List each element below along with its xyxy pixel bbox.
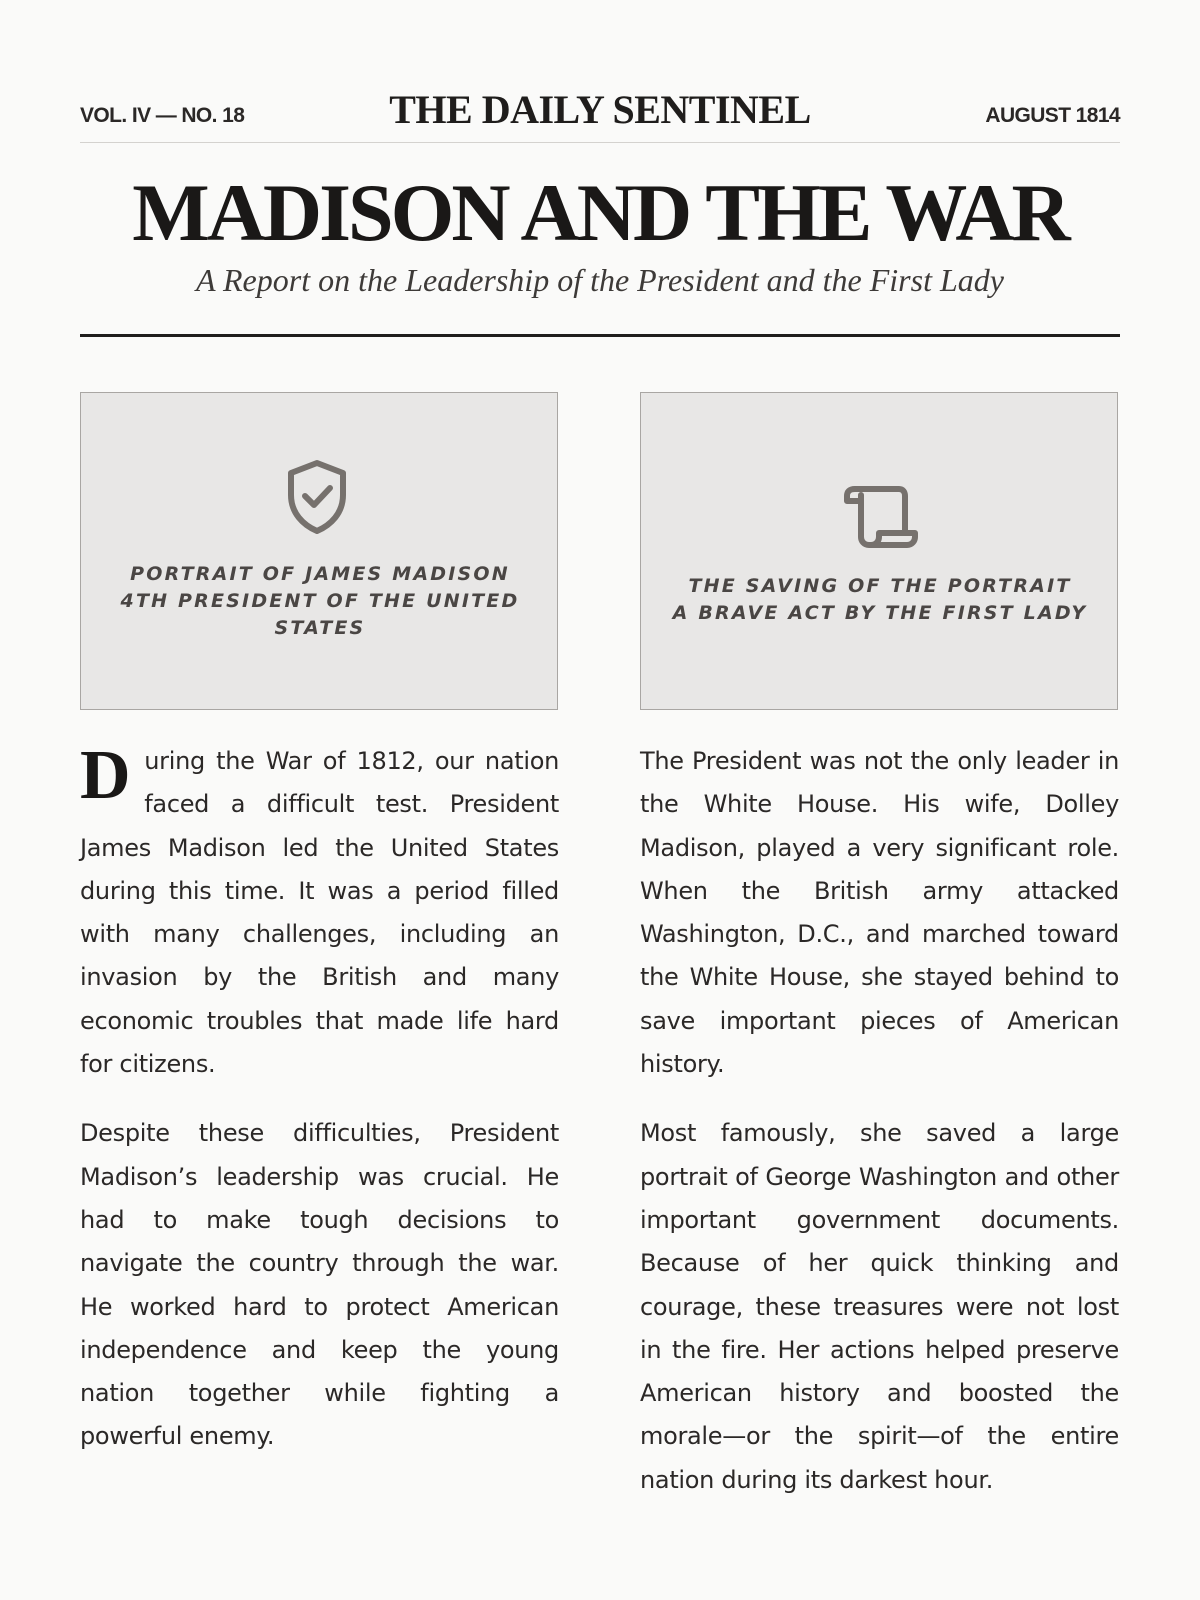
paragraph xyxy=(80,737,559,1086)
headline: MADISON AND THE WAR xyxy=(132,167,1068,258)
figure-madison-portrait xyxy=(80,392,558,710)
caption-line: A BRAVE ACT BY THE FIRST LADY xyxy=(672,602,1088,624)
headline-divider xyxy=(80,334,1120,337)
newspaper-page xyxy=(80,0,1120,1600)
drop-cap: D xyxy=(80,737,131,814)
figure-caption-madison xyxy=(111,561,529,642)
paragraph: Most famously, she saved a large portrait of George Washington and other important government documents. Because of her quick thinking and courage, these treasures were not lost in the fire. Her actions helped preserve American history and boosted the morale—or the spirit—of the entire nation during its darkest hour. xyxy=(640,1119,1119,1494)
newspaper-title: THE DAILY SENTINEL xyxy=(389,87,811,132)
article-column-left xyxy=(80,737,559,1485)
caption-line: 4TH PRESIDENT OF THE UNITED STATES xyxy=(120,590,520,639)
paragraph: Despite these difficulties, President Madison’s leadership was crucial. He had to make tough decisions to navigate the country through the war. He worked hard to protect American independence and keep the young nation together while fighting a powerful enemy. xyxy=(80,1119,559,1451)
paragraph-text: uring the War of 1812, our nation faced a difficult test. President James Madison led the United States during this time. It was a period filled with many challenges, including an invasion by the British and many economic troubles that made life hard for citizens. xyxy=(80,747,559,1079)
paragraph: The President was not the only leader in the White House. His wife, Dolley Madison, played a very significant role. When the British army attacked Washington, D.C., and marched toward the White House, she stayed behind to save important pieces of American history. xyxy=(640,747,1119,1079)
figure-saving-portrait xyxy=(640,392,1118,710)
subheadline: A Report on the Leadership of the President and the First Lady xyxy=(196,262,1004,298)
shield-check-icon xyxy=(285,459,349,535)
masthead xyxy=(80,82,1120,143)
article-column-right xyxy=(640,740,1119,1528)
figure-caption-saving xyxy=(671,573,1089,627)
issue-date: AUGUST 1814 xyxy=(985,104,1120,127)
scroll-icon xyxy=(841,481,921,553)
caption-line: THE SAVING OF THE PORTRAIT xyxy=(688,575,1072,597)
caption-line: PORTRAIT OF JAMES MADISON xyxy=(130,563,510,585)
volume-number: VOL. IV — NO. 18 xyxy=(80,104,245,127)
